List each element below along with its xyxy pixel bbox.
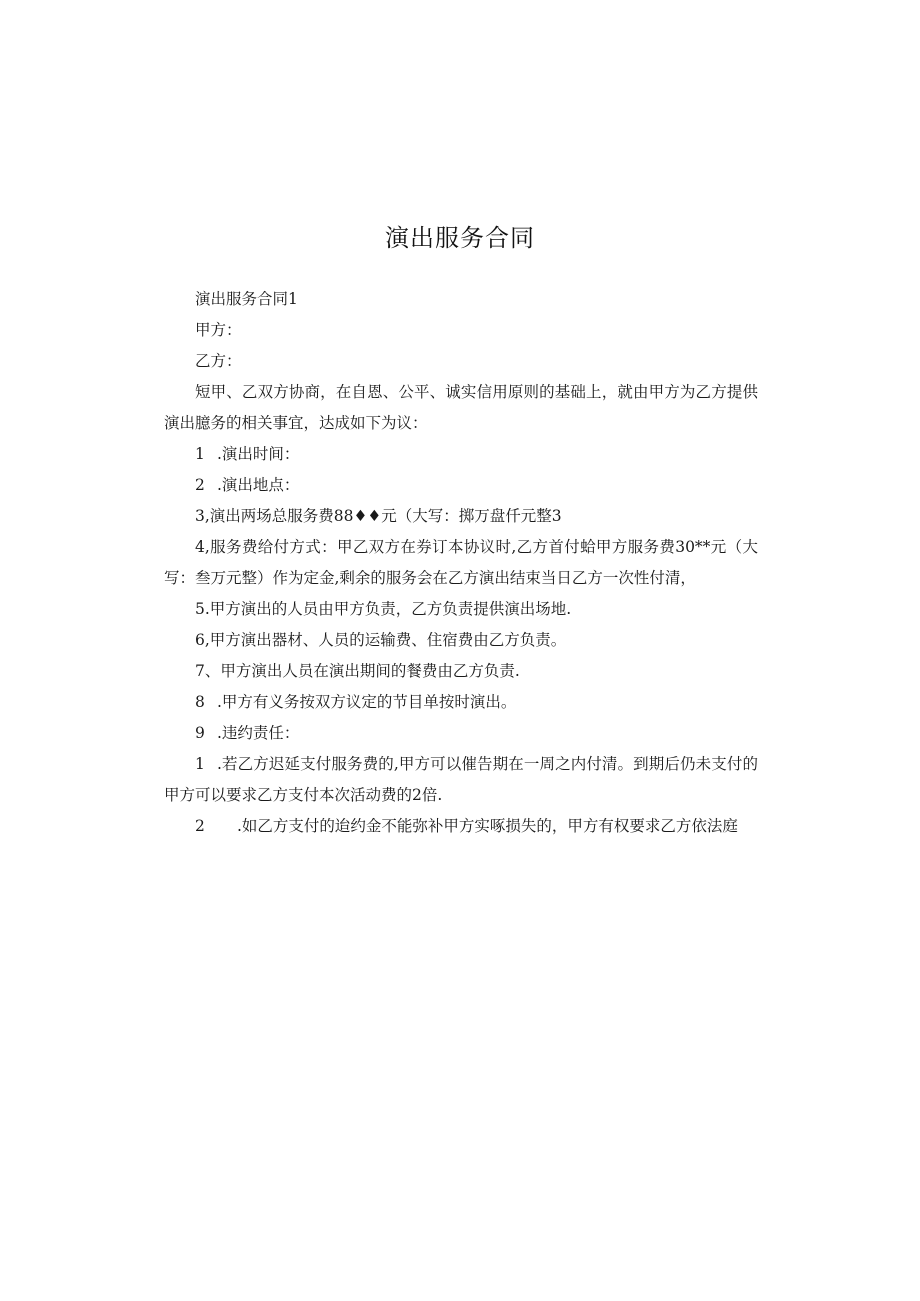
subclause-number: 1 (195, 755, 205, 773)
clause-number: 1 (195, 445, 205, 463)
preamble-line-1: 短甲、乙双方协商，在自恩、公平、诚实信用原则的基础上，就由甲方为乙方提供 (195, 383, 758, 401)
clause-number: 9 (195, 724, 205, 742)
party-b-line: 乙方： (195, 352, 242, 370)
clause-4-line-2: 写：叁万元整）作为定金,剩余的服务会在乙方演出结束当日乙方一次性付清， (164, 569, 696, 587)
clause-text: .演出时间： (217, 445, 300, 463)
clause-2 (164, 470, 758, 501)
clause-number: 2 (195, 476, 205, 494)
subclause-2-line-1 (164, 811, 758, 842)
clause-3: 3,演出两场总服务费88♦♦元（大写：掷万盘仟元整3 (195, 507, 562, 525)
clause-text: .演出地点： (217, 476, 300, 494)
subclause-text: .如乙方支付的迨约金不能弥补甲方实啄损失的，甲方有权要求乙方依法庭 (237, 817, 738, 835)
subclause-number: 2 (195, 817, 205, 835)
clause-5: 5.甲方演出的人员由甲方负责，乙方负责提供演出场地. (195, 600, 572, 618)
preamble-line-2: 演出臆务的相关事宜，达成如下为议： (164, 414, 428, 432)
clause-7: 7、甲方演出人员在演出期间的餐费由乙方负责. (195, 662, 520, 680)
subclause-1-line-1 (164, 749, 758, 780)
subtitle-line: 演出服务合同1 (195, 290, 298, 308)
clause-9 (164, 718, 758, 749)
clause-4-line-1: 4,服务费给付方式：甲乙双方在券订本协议时,乙方首付蛤甲方服务费30**元（大 (195, 538, 758, 556)
document-body (164, 284, 758, 842)
clause-1 (164, 439, 758, 470)
subclause-1-line-2: 甲方可以要求乙方支付本次活动费的2倍. (164, 786, 443, 804)
subclause-text: .若乙方迟延支付服务费的,甲方可以催告期在一周之内付清。到期后仍未支付的 (217, 755, 758, 773)
party-a-line: 甲方： (195, 321, 242, 339)
clause-text: .违约责任： (217, 724, 300, 742)
clause-6: 6,甲方演出器材、人员的运输费、住宿费由乙方负责。 (195, 631, 567, 649)
clause-8 (164, 687, 758, 718)
document-title: 演出服务合同 (385, 224, 535, 252)
clause-text: .甲方有义务按双方议定的节目单按时演出。 (217, 693, 517, 711)
clause-number: 8 (195, 693, 205, 711)
